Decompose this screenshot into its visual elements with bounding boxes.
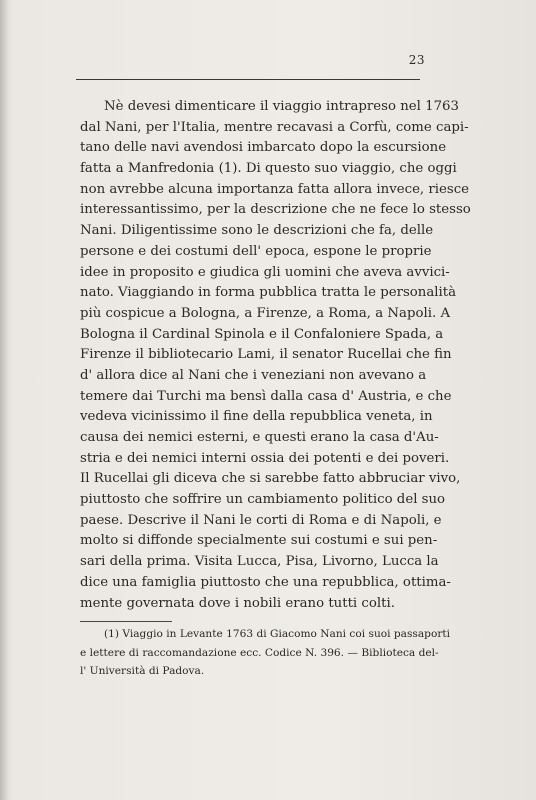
- footnote-line: (1) Viaggio in Levante 1763 di Giacomo Nani coi suoi passaporti: [104, 628, 451, 640]
- page-spine-shadow: [0, 0, 8, 800]
- page-number: 23: [408, 53, 425, 67]
- text-line: Il Rucellai gli diceva che si sarebbe fatto abbruciar vivo,: [80, 471, 461, 487]
- text-line: temere dai Turchi ma bensì dalla casa d' Austria, e che: [80, 388, 452, 404]
- footnote: [80, 625, 451, 681]
- text-line: d' allora dice al Nani che i veneziani non avevano a: [80, 367, 427, 383]
- text-line: Nani. Diligentissime sono le descrizioni che fa, delle: [80, 223, 434, 239]
- text-line: interessantissimo, per la descrizione che ne fece lo stesso: [80, 202, 471, 218]
- text-line: Nè devesi dimenticare il viaggio intrapreso nel 1763: [104, 99, 459, 114]
- text-line: tano delle navi avendosi imbarcato dopo la escursione: [80, 140, 447, 156]
- text-line: mente governata dove i nobili erano tutti colti.: [80, 595, 395, 611]
- footnote-line: l' Università di Padova.: [80, 665, 205, 677]
- footnote-rule: [80, 621, 172, 622]
- text-line: stria e dei nemici interni ossia dei potenti e dei poveri.: [80, 450, 450, 466]
- text-line: più cospicue a Bologna, a Firenze, a Roma, a Napoli. A: [80, 305, 451, 321]
- text-line: persone e dei costumi dell' epoca, espone le proprie: [80, 243, 432, 259]
- text-line: idee in proposito e giudica gli uomini che aveva avvici-: [80, 264, 450, 280]
- text-line: molto si diffonde specialmente sui costumi e sui pen-: [80, 533, 438, 549]
- text-line: Bologna il Cardinal Spinola e il Confaloniere Spada, a: [80, 326, 444, 342]
- text-line: dice una famiglia piuttosto che una repubblica, ottima-: [80, 574, 451, 590]
- text-line: paese. Descrive il Nani le corti di Roma e di Napoli, e: [80, 512, 442, 528]
- text-line: fatta a Manfredonia (1). Di questo suo viaggio, che oggi: [80, 161, 457, 177]
- text-line: causa dei nemici esterni, e questi erano la casa d'Au-: [80, 430, 439, 445]
- text-line: piuttosto che soffrire un cambiamento politico del suo: [80, 492, 446, 508]
- body-paragraph: [80, 97, 471, 614]
- text-line: nato. Viaggiando in forma pubblica tratta le personalità: [80, 285, 457, 301]
- footnote-line: e lettere di raccomandazione ecc. Codice N. 396. — Biblioteca del-: [80, 646, 439, 659]
- text-line: dal Nani, per l'Italia, mentre recavasi a Corfù, come capi-: [80, 119, 469, 135]
- header-rule: [76, 79, 420, 80]
- text-line: non avrebbe alcuna importanza fatta allora invece, riesce: [80, 181, 470, 197]
- text-line: Firenze il bibliotecario Lami, il senator Rucellai che fin: [80, 347, 452, 363]
- text-line: vedeva vicinissimo il fine della repubblica veneta, in: [80, 409, 433, 425]
- text-line: sari della prima. Visita Lucca, Pisa, Livorno, Lucca la: [80, 554, 439, 570]
